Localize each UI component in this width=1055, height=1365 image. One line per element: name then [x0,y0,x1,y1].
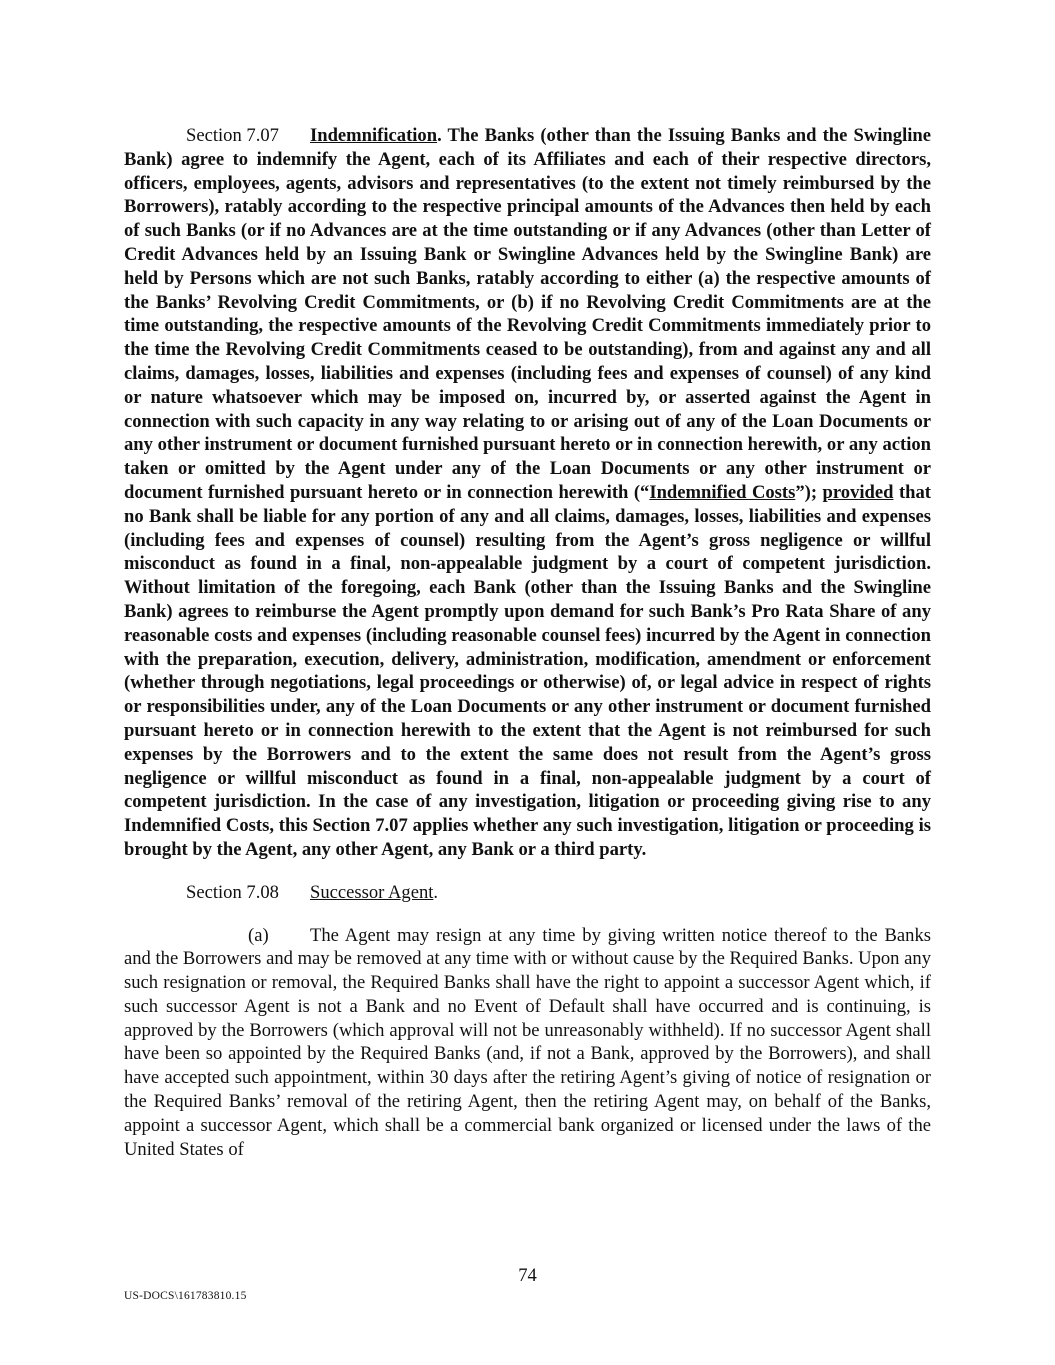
defined-term-indemnified-costs: Indemnified Costs [649,481,796,503]
section-7-08-label: Section 7.08 [186,881,279,903]
subsection-a-text: The Agent may resign at any time by giving written notice thereof to the Banks and the Borrowers and may be removed at any time with or without cause by the Required Banks. Upon any such resignation or removal, the Required Banks shall have the right to appoint a successor Agent which, if such successor Agent is not a Bank and no Event of Default shall have occurred and is continuing, is approved by the Borrowers (which approval will not be unreasonably withheld). If no successor Agent shall have been so appointed by the Required Banks (and, if not a Bank, approved by the Borrowers), and shall have accepted such appointment, within 30 days after the retiring Agent’s giving of notice of resignation or the Required Banks’ removal of the retiring Agent, then the retiring Agent may, on behalf of the Banks, appoint a successor Agent, which shall be a commercial bank organized or licensed under the laws of the United States of [124,924,931,1160]
section-7-07-text-3: that no Bank shall be liable for any portion of any and all claims, damages, losses, liabilities and expenses (including fees and expenses of counsel) resulting from the Agent’s gross negligence or willful misconduct as found in a final, non-appealable judgment by a court of competent jurisdiction. Without limitation of the foregoing, each Bank (other than the Issuing Banks and the Swingline Bank) agrees to reimburse the Agent promptly upon demand for such Bank’s Pro Rata Share of any reasonable costs and expenses (including reasonable counsel fees) incurred by the Agent in connection with the preparation, execution, delivery, administration, modification, amendment or enforcement (whether through negotiations, legal proceedings or otherwise) of, or legal advice in respect of rights or responsibilities under, any of the Loan Documents or any other instrument or document furnished pursuant hereto or in connection herewith to the extent that the Agent is not reimbursed for such expenses by the Borrowers and to the extent the same does not result from the Agent’s gross negligence or willful misconduct as found in a final, non-appealable judgment by a court of competent jurisdiction. In the case of any investigation, litigation or proceeding giving rise to any Indemnified Costs, this Section 7.07 applies whether any such investigation, litigation or proceeding is brought by the Agent, any other Agent, any Bank or a third party. [124,481,931,860]
section-7-08-heading-punct: . [433,881,439,903]
section-7-07-body [124,125,931,860]
page-body [124,124,931,1161]
section-7-07-paragraph [124,124,931,862]
section-7-08-heading: Successor Agent [310,881,434,903]
section-7-08-heading-line [124,881,931,905]
subsection-a-label: (a) [248,924,269,946]
section-7-07-heading: Indemnification [310,125,438,146]
page-number: 74 [518,1265,537,1286]
subsection-a-paragraph [124,924,931,1162]
section-7-07-text-1: The Banks (other than the Issuing Banks and the Swingline Bank) agree to indemnify the Agent, each of its Affiliates and each of their respective directors, officers, employees, agents, advisors and representatives (to the extent not timely reimbursed by the Borrowers), ratably according to the respective principal amounts of the Advances then held by each of such Banks (or if no Advances are at the time outstanding or if any Advances (other than Letter of Credit Advances held by an Issuing Bank or Swingline Advances held by the Swingline Bank) are held by Persons which are not such Banks, ratably according to either (a) the respective amounts of the Banks’ Revolving Credit Commitments, or (b) if no Revolving Credit Commitments are at the time outstanding, the respective amounts of the Revolving Credit Commitments immediately prior to the time the Revolving Credit Commitments ceased to be outstanding), from and against any and all claims, damages, losses, liabilities and expenses (including fees and expenses of counsel) of any kind or nature whatsoever which may be imposed on, incurred by, or asserted against the Agent in connection with such capacity in any way relating to or arising out of any of the Loan Documents or any other instrument or document furnished pursuant hereto or in connection herewith, or any action taken or omitted by the Agent under any of the Loan Documents or any other instrument or document furnished pursuant hereto or in connection herewith (“ [124,125,931,503]
document-id: US-DOCS\161783810.15 [124,1290,247,1302]
section-7-07-text-2: ”); [795,481,823,503]
defined-term-provided: provided [822,481,894,503]
section-7-07-heading-punct: . [437,125,442,146]
section-7-07-label: Section 7.07 [186,125,279,146]
